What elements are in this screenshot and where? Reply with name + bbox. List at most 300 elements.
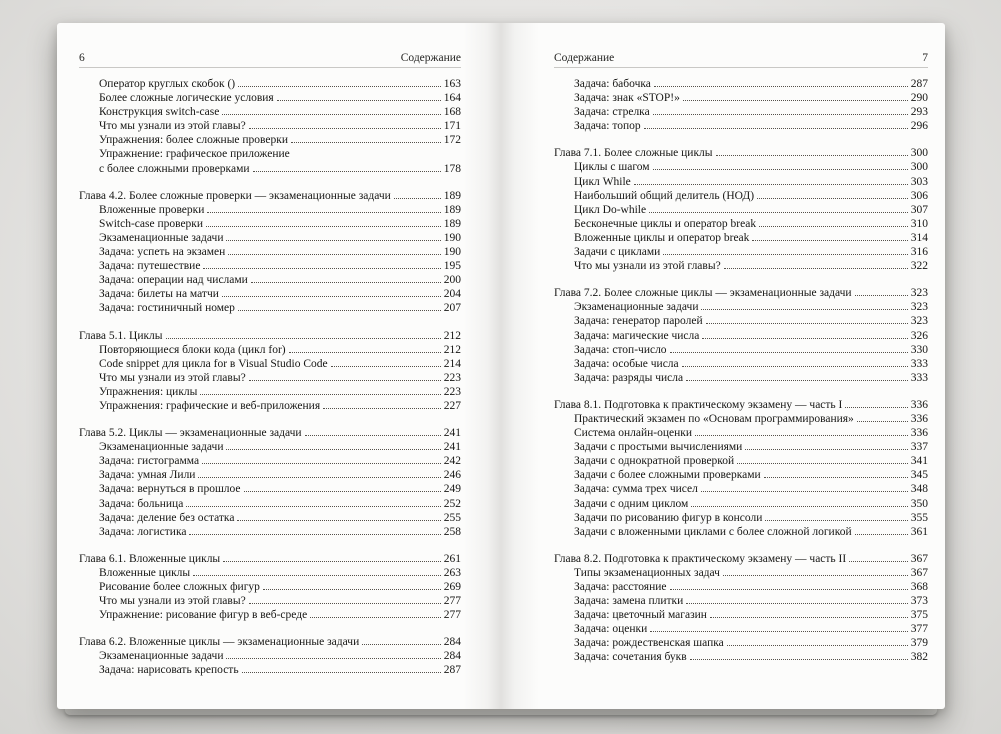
toc-entry-page-number: 323 bbox=[910, 287, 928, 300]
dot-leader bbox=[228, 254, 440, 255]
toc-entry-title: Что мы узнали из этой главы? bbox=[99, 120, 246, 133]
toc-entry-page-number: 326 bbox=[910, 329, 928, 342]
toc-entry-page-number: 300 bbox=[910, 161, 928, 174]
toc-entry bbox=[554, 454, 928, 468]
toc-chapter-entry bbox=[554, 286, 928, 300]
toc-entry-title: Задача: замена плитки bbox=[574, 595, 684, 608]
toc-entry bbox=[554, 468, 928, 482]
page-number: 7 bbox=[922, 52, 928, 64]
toc-entry-title: Цикл While bbox=[574, 175, 631, 188]
toc-entry-page-number: 284 bbox=[443, 636, 461, 649]
toc-entry bbox=[554, 371, 928, 385]
toc-entry bbox=[79, 594, 461, 608]
toc-entry bbox=[554, 314, 928, 328]
toc-entry-title: Задача: билеты на матчи bbox=[99, 288, 219, 301]
toc-entry-title: Упражнения: более сложные проверки bbox=[99, 134, 289, 147]
toc-entry-title: Что мы узнали из этой главы? bbox=[99, 371, 246, 384]
toc-entry bbox=[79, 371, 461, 385]
toc-entry-title: Глава 5.1. Циклы bbox=[79, 329, 163, 342]
toc-entry-page-number: 290 bbox=[910, 92, 928, 105]
toc-entry-page-number: 306 bbox=[910, 189, 928, 202]
dot-leader bbox=[649, 212, 908, 213]
dot-leader bbox=[226, 240, 440, 241]
toc-entry bbox=[79, 147, 461, 161]
dot-leader bbox=[249, 603, 441, 604]
toc-entry bbox=[79, 580, 461, 594]
toc-entry-title: Экзаменационные задачи bbox=[574, 301, 699, 314]
dot-leader bbox=[291, 142, 441, 143]
toc-entry-page-number: 223 bbox=[443, 385, 461, 398]
toc-entry-title: Система онлайн-оценки bbox=[574, 427, 693, 440]
toc-entry-page-number: 341 bbox=[910, 455, 928, 468]
toc-entry-page-number: 252 bbox=[443, 497, 461, 510]
toc-entry-title: Задача: генератор паролей bbox=[574, 315, 703, 328]
toc-entry-title: Задача: операции над числами bbox=[99, 274, 248, 287]
toc-entry bbox=[554, 105, 928, 119]
dot-leader bbox=[394, 198, 441, 199]
toc-group bbox=[554, 286, 928, 385]
dot-leader bbox=[166, 338, 441, 339]
dot-leader bbox=[634, 184, 908, 185]
toc-entry-title: Задачи с вложенными циклами с более сложной логикой bbox=[574, 525, 852, 538]
toc-entry-title: Задача: вернуться в прошлое bbox=[99, 483, 241, 496]
toc-entry bbox=[79, 357, 461, 371]
toc-entry-title: Задача: разряды числа bbox=[574, 371, 684, 384]
toc-chapter-entry bbox=[554, 552, 928, 566]
toc-entry-page-number: 296 bbox=[910, 120, 928, 133]
dot-leader bbox=[695, 435, 908, 436]
dot-leader bbox=[251, 282, 441, 283]
dot-leader bbox=[202, 463, 441, 464]
toc-entry bbox=[554, 636, 928, 650]
toc-entry-page-number: 316 bbox=[910, 246, 928, 259]
toc-entry-page-number: 189 bbox=[443, 189, 461, 202]
dot-leader bbox=[759, 226, 908, 227]
toc-entry bbox=[554, 426, 928, 440]
dot-leader bbox=[237, 520, 440, 521]
toc-entry-title: Глава 8.2. Подготовка к практическому экзамену — часть II bbox=[554, 552, 847, 565]
toc-entry bbox=[79, 162, 461, 176]
dot-leader bbox=[186, 506, 440, 507]
toc-entry-title: Switch-case проверки bbox=[99, 217, 204, 230]
toc-entry-page-number: 189 bbox=[443, 217, 461, 230]
toc-entry-page-number: 382 bbox=[910, 651, 928, 664]
toc-group bbox=[554, 398, 928, 539]
dot-leader bbox=[724, 268, 908, 269]
dot-leader bbox=[716, 155, 908, 156]
toc-entry-page-number: 241 bbox=[443, 427, 461, 440]
toc-entry-title: Наибольший общий делитель (НОД) bbox=[574, 189, 755, 202]
dot-leader bbox=[855, 534, 908, 535]
toc-entry-page-number: 330 bbox=[910, 343, 928, 356]
toc-entry-page-number: 263 bbox=[443, 566, 461, 579]
toc-entry-title: Задача: оценки bbox=[574, 623, 648, 636]
toc-entry bbox=[554, 119, 928, 133]
dot-leader bbox=[682, 366, 908, 367]
toc-entry-page-number: 336 bbox=[910, 412, 928, 425]
toc-entry-title: Упражнения: графические и веб-приложения bbox=[99, 399, 321, 412]
dot-leader bbox=[686, 380, 908, 381]
toc-chapter-entry bbox=[79, 329, 461, 343]
toc-entry bbox=[79, 231, 461, 245]
toc-chapter-entry bbox=[79, 635, 461, 649]
toc-entry-page-number: 223 bbox=[443, 371, 461, 384]
toc-entry-page-number: 207 bbox=[443, 302, 461, 315]
toc-entry-page-number: 300 bbox=[910, 147, 928, 160]
toc-entry-page-number: 361 bbox=[910, 525, 928, 538]
toc-entry-page-number: 195 bbox=[443, 260, 461, 273]
toc-entry-page-number: 322 bbox=[910, 260, 928, 273]
toc-entry-title: Глава 7.1. Более сложные циклы bbox=[554, 147, 713, 160]
toc-entry-page-number: 242 bbox=[443, 455, 461, 468]
toc-entry-title: Задачи с простыми вычислениями bbox=[574, 441, 743, 454]
dot-leader bbox=[686, 603, 907, 604]
dot-leader bbox=[765, 520, 907, 521]
toc-chapter-entry bbox=[79, 189, 461, 203]
running-head-title: Содержание bbox=[554, 52, 615, 64]
dot-leader bbox=[249, 128, 441, 129]
dot-leader bbox=[653, 169, 908, 170]
dot-leader bbox=[249, 380, 441, 381]
dot-leader bbox=[845, 407, 907, 408]
toc-entry-page-number: 277 bbox=[443, 609, 461, 622]
toc-entry bbox=[554, 189, 928, 203]
toc-entry bbox=[554, 412, 928, 426]
toc-entry-page-number: 323 bbox=[910, 315, 928, 328]
toc-entry-title: Вложенные циклы bbox=[99, 566, 191, 579]
toc-entry-title: Задача: стоп-число bbox=[574, 343, 667, 356]
toc-entry-page-number: 249 bbox=[443, 483, 461, 496]
dot-leader bbox=[198, 477, 440, 478]
toc-entry-title: Типы экзаменационных задач bbox=[574, 566, 720, 579]
dot-leader bbox=[663, 254, 907, 255]
toc-entry-title: Задача: бабочка bbox=[574, 78, 651, 90]
book-spread bbox=[57, 23, 945, 709]
toc-entry bbox=[554, 482, 928, 496]
toc-entry bbox=[79, 482, 461, 496]
toc-entry bbox=[79, 649, 461, 663]
toc-entry-page-number: 373 bbox=[910, 595, 928, 608]
toc-entry bbox=[79, 468, 461, 482]
toc-entry-page-number: 269 bbox=[443, 581, 461, 593]
toc-entry-page-number: 379 bbox=[910, 637, 928, 650]
right-page bbox=[501, 23, 945, 709]
dot-leader bbox=[244, 491, 441, 492]
toc-entry bbox=[79, 440, 461, 454]
dot-leader bbox=[710, 617, 908, 618]
dot-leader bbox=[855, 295, 908, 296]
toc-entry-page-number: 350 bbox=[910, 497, 928, 510]
dot-leader bbox=[200, 394, 440, 395]
toc-entry-page-number: 255 bbox=[443, 511, 461, 524]
toc-entry-page-number: 367 bbox=[910, 552, 928, 565]
dot-leader bbox=[223, 561, 441, 562]
toc-entry bbox=[79, 511, 461, 525]
toc-entry-page-number: 164 bbox=[443, 92, 461, 105]
dot-leader bbox=[323, 408, 441, 409]
toc-entry-page-number: 355 bbox=[910, 511, 928, 524]
toc-entry-title: Задачи с однократной проверкой bbox=[574, 455, 735, 468]
toc-entry bbox=[554, 217, 928, 231]
dot-leader bbox=[362, 644, 441, 645]
toc-entry-page-number: 241 bbox=[443, 441, 461, 454]
page-number: 6 bbox=[79, 52, 85, 64]
toc-entry-page-number: 172 bbox=[443, 134, 461, 147]
toc-entry-page-number: 171 bbox=[443, 120, 461, 133]
toc-entry bbox=[554, 329, 928, 343]
toc-entry-title: Экзаменационные задачи bbox=[99, 231, 224, 244]
toc-entry bbox=[554, 203, 928, 217]
toc-entry-title: Циклы с шагом bbox=[574, 161, 650, 174]
toc-chapter-entry bbox=[554, 398, 928, 412]
toc-entry bbox=[554, 622, 928, 636]
toc-entry-page-number: 303 bbox=[910, 175, 928, 188]
toc-entry-page-number: 190 bbox=[443, 231, 461, 244]
toc-entry bbox=[554, 566, 928, 580]
dot-leader bbox=[706, 323, 908, 324]
dot-leader bbox=[263, 589, 441, 590]
toc-entry-title: Задачи с более сложными проверками bbox=[574, 469, 761, 482]
toc-entry bbox=[79, 91, 461, 105]
dot-leader bbox=[690, 659, 908, 660]
toc-entry-title: Задача: успеть на экзамен bbox=[99, 246, 226, 259]
dot-leader bbox=[670, 589, 908, 590]
toc-entry-title: Глава 7.2. Более сложные циклы — экзаменационные задачи bbox=[554, 287, 852, 300]
toc-entry-page-number: 337 bbox=[910, 441, 928, 454]
toc-entry-title: Что мы узнали из этой главы? bbox=[99, 595, 246, 608]
toc-entry-page-number: 367 bbox=[910, 566, 928, 579]
toc-entry-title: Задача: гистограмма bbox=[99, 455, 200, 468]
toc-entry bbox=[554, 497, 928, 511]
dot-leader bbox=[226, 658, 440, 659]
left-page bbox=[57, 23, 501, 709]
toc-entry-page-number: 307 bbox=[910, 203, 928, 216]
toc-entry bbox=[79, 663, 461, 677]
toc-entry bbox=[79, 497, 461, 511]
toc-entry-title: Задача: магические числа bbox=[574, 329, 700, 342]
toc-entry-title: Вложенные проверки bbox=[99, 203, 205, 216]
toc-entry-page-number: 227 bbox=[443, 399, 461, 412]
toc-entry-title: Экзаменационные задачи bbox=[99, 441, 224, 454]
toc-entry-page-number: 287 bbox=[910, 78, 928, 90]
toc-group bbox=[554, 552, 928, 665]
toc-entry bbox=[79, 301, 461, 315]
dot-leader bbox=[757, 198, 908, 199]
dot-leader bbox=[737, 463, 908, 464]
toc-entry bbox=[79, 105, 461, 119]
toc-group bbox=[79, 329, 461, 414]
toc-entry bbox=[554, 357, 928, 371]
toc-entry bbox=[79, 525, 461, 539]
toc-entry-title: Задача: знак «STOP!» bbox=[574, 92, 680, 105]
toc-entry bbox=[554, 300, 928, 314]
toc-entry bbox=[79, 287, 461, 301]
toc-entry bbox=[554, 343, 928, 357]
toc-entry bbox=[79, 343, 461, 357]
toc-entry-title: Глава 5.2. Циклы — экзаменационные задачи bbox=[79, 427, 302, 440]
toc-entry-page-number: 336 bbox=[910, 398, 928, 411]
toc-entry-title: Задача: топор bbox=[574, 120, 641, 133]
toc-entry-title: Упражнения: циклы bbox=[99, 385, 198, 398]
toc-entry-title: Задачи по рисованию фигур в консоли bbox=[574, 511, 763, 524]
toc-entry bbox=[79, 77, 461, 91]
toc-entry bbox=[79, 399, 461, 413]
toc-entry bbox=[554, 525, 928, 539]
dot-leader bbox=[331, 366, 441, 367]
toc-entry-page-number: 314 bbox=[910, 231, 928, 244]
toc-chapter-entry bbox=[79, 426, 461, 440]
toc-entry bbox=[79, 608, 461, 622]
toc-entry-title: Задача: цветочный магазин bbox=[574, 609, 707, 622]
toc-entry bbox=[554, 608, 928, 622]
toc-entry bbox=[554, 160, 928, 174]
toc-entry bbox=[554, 91, 928, 105]
dot-leader bbox=[207, 212, 440, 213]
toc-entry-page-number: 190 bbox=[443, 246, 461, 259]
toc-entry bbox=[79, 259, 461, 273]
toc-entry bbox=[79, 566, 461, 580]
dot-leader bbox=[206, 226, 441, 227]
dot-leader bbox=[727, 645, 908, 646]
toc-entry-page-number: 200 bbox=[443, 274, 461, 287]
toc-entry-title: Оператор круглых скобок () bbox=[99, 78, 236, 90]
dot-leader bbox=[752, 240, 907, 241]
toc-entry-page-number: 333 bbox=[910, 357, 928, 370]
toc-entry-title: Code snippet для цикла for в Visual Studio Code bbox=[99, 357, 328, 370]
toc-entry bbox=[79, 203, 461, 217]
toc-entry-title: Задача: рождественская шапка bbox=[574, 637, 724, 650]
toc-entry-title: Упражнение: рисование фигур в веб-среде bbox=[99, 609, 308, 622]
toc-entry-title: Глава 8.1. Подготовка к практическому экзамену — часть I bbox=[554, 398, 843, 411]
toc-entry bbox=[554, 77, 928, 91]
toc-entry-title: Упражнение: графическое приложение bbox=[99, 148, 290, 161]
toc-entry-title: Практический экзамен по «Основам программирования» bbox=[574, 412, 854, 425]
dot-leader bbox=[683, 100, 908, 101]
toc-entry-title: с более сложными проверками bbox=[99, 162, 250, 175]
toc-entry bbox=[554, 440, 928, 454]
toc-entry bbox=[79, 245, 461, 259]
toc-entry-page-number: 204 bbox=[443, 288, 461, 301]
toc-entry-title: Задача: путешествие bbox=[99, 260, 201, 273]
dot-leader bbox=[203, 268, 440, 269]
toc-entry-title: Задача: особые числа bbox=[574, 357, 679, 370]
toc-entry-page-number: 375 bbox=[910, 609, 928, 622]
dot-leader bbox=[723, 575, 908, 576]
toc-group bbox=[79, 552, 461, 622]
dot-leader bbox=[226, 449, 440, 450]
toc-entry-page-number: 293 bbox=[910, 106, 928, 119]
toc-entry bbox=[554, 580, 928, 594]
toc-entry-title: Конструкция switch-case bbox=[99, 106, 220, 119]
running-head-right bbox=[554, 52, 928, 68]
toc-entry-page-number: 189 bbox=[443, 203, 461, 216]
toc-entry-title: Глава 6.1. Вложенные циклы bbox=[79, 552, 221, 565]
toc-entry-title: Цикл Do-while bbox=[574, 203, 647, 216]
dot-leader bbox=[277, 100, 441, 101]
toc-entry-title: Задача: гостиничный номер bbox=[99, 302, 235, 315]
toc-group bbox=[79, 426, 461, 539]
toc-entry-page-number: 212 bbox=[443, 329, 461, 342]
toc-entry bbox=[554, 259, 928, 273]
dot-leader bbox=[253, 171, 441, 172]
toc-entry-page-number: 310 bbox=[910, 217, 928, 230]
toc-chapter-entry bbox=[554, 146, 928, 160]
toc-entry-title: Задача: деление без остатка bbox=[99, 511, 235, 524]
toc-entry bbox=[79, 273, 461, 287]
dot-leader bbox=[691, 506, 907, 507]
toc-entry-page-number: 287 bbox=[443, 664, 461, 677]
running-head-title: Содержание bbox=[400, 52, 461, 64]
toc-entry-page-number: 333 bbox=[910, 371, 928, 384]
dot-leader bbox=[289, 352, 441, 353]
dot-leader bbox=[764, 477, 908, 478]
toc-entry bbox=[79, 385, 461, 399]
dot-leader bbox=[242, 672, 441, 673]
toc-entry-page-number: 163 bbox=[443, 78, 461, 90]
toc-entry-title: Задачи с циклами bbox=[574, 246, 661, 259]
toc-entry bbox=[554, 245, 928, 259]
toc-entry bbox=[554, 650, 928, 664]
toc-entry-page-number: 377 bbox=[910, 623, 928, 636]
toc-entry bbox=[79, 217, 461, 231]
toc-entry-title: Задача: больница bbox=[99, 497, 184, 510]
toc-group bbox=[79, 77, 461, 176]
toc-entry bbox=[554, 594, 928, 608]
toc-entry-title: Задача: сочетания букв bbox=[574, 651, 687, 664]
toc-entry bbox=[79, 119, 461, 133]
dot-leader bbox=[745, 449, 907, 450]
toc-groups bbox=[79, 77, 461, 678]
toc-group bbox=[554, 77, 928, 133]
dot-leader bbox=[701, 491, 908, 492]
toc-entry-page-number: 284 bbox=[443, 650, 461, 663]
toc-entry bbox=[79, 454, 461, 468]
dot-leader bbox=[305, 435, 441, 436]
toc-entry-title: Задача: стрелка bbox=[574, 106, 650, 119]
dot-leader bbox=[654, 86, 908, 87]
toc-entry-page-number: 323 bbox=[910, 301, 928, 314]
toc-entry bbox=[554, 231, 928, 245]
toc-entry-title: Бесконечные циклы и оператор break bbox=[574, 217, 757, 230]
dot-leader bbox=[857, 421, 908, 422]
toc-entry-title: Задача: сумма трех чисел bbox=[574, 483, 698, 496]
toc-entry bbox=[554, 511, 928, 525]
toc-group bbox=[79, 635, 461, 677]
toc-group bbox=[554, 146, 928, 273]
dot-leader bbox=[222, 114, 440, 115]
toc-entry-page-number: 368 bbox=[910, 581, 928, 593]
dot-leader bbox=[310, 617, 441, 618]
dot-leader bbox=[670, 352, 908, 353]
toc-entry-page-number: 345 bbox=[910, 469, 928, 482]
toc-entry-page-number: 261 bbox=[443, 552, 461, 565]
toc-entry-title: Более сложные логические условия bbox=[99, 92, 274, 105]
toc-entry-title: Рисование более сложных фигур bbox=[99, 581, 260, 593]
toc-entry-page-number: 277 bbox=[443, 595, 461, 608]
dot-leader bbox=[702, 338, 907, 339]
dot-leader bbox=[222, 296, 441, 297]
toc-entry-page-number: 258 bbox=[443, 525, 461, 538]
toc-entry-page-number: 336 bbox=[910, 427, 928, 440]
toc-entry-title: Задача: нарисовать крепость bbox=[99, 664, 239, 677]
toc-entry-title: Повторяющиеся блоки кода (цикл for) bbox=[99, 343, 286, 356]
toc-entry-title: Задача: умная Лили bbox=[99, 469, 196, 482]
running-head-left bbox=[79, 52, 461, 68]
toc-entry-title: Задача: логистика bbox=[99, 525, 187, 538]
toc-entry-title: Глава 6.2. Вложенные циклы — экзаменационные задачи bbox=[79, 636, 360, 649]
dot-leader bbox=[193, 575, 441, 576]
toc-entry-title: Задача: расстояние bbox=[574, 581, 667, 593]
